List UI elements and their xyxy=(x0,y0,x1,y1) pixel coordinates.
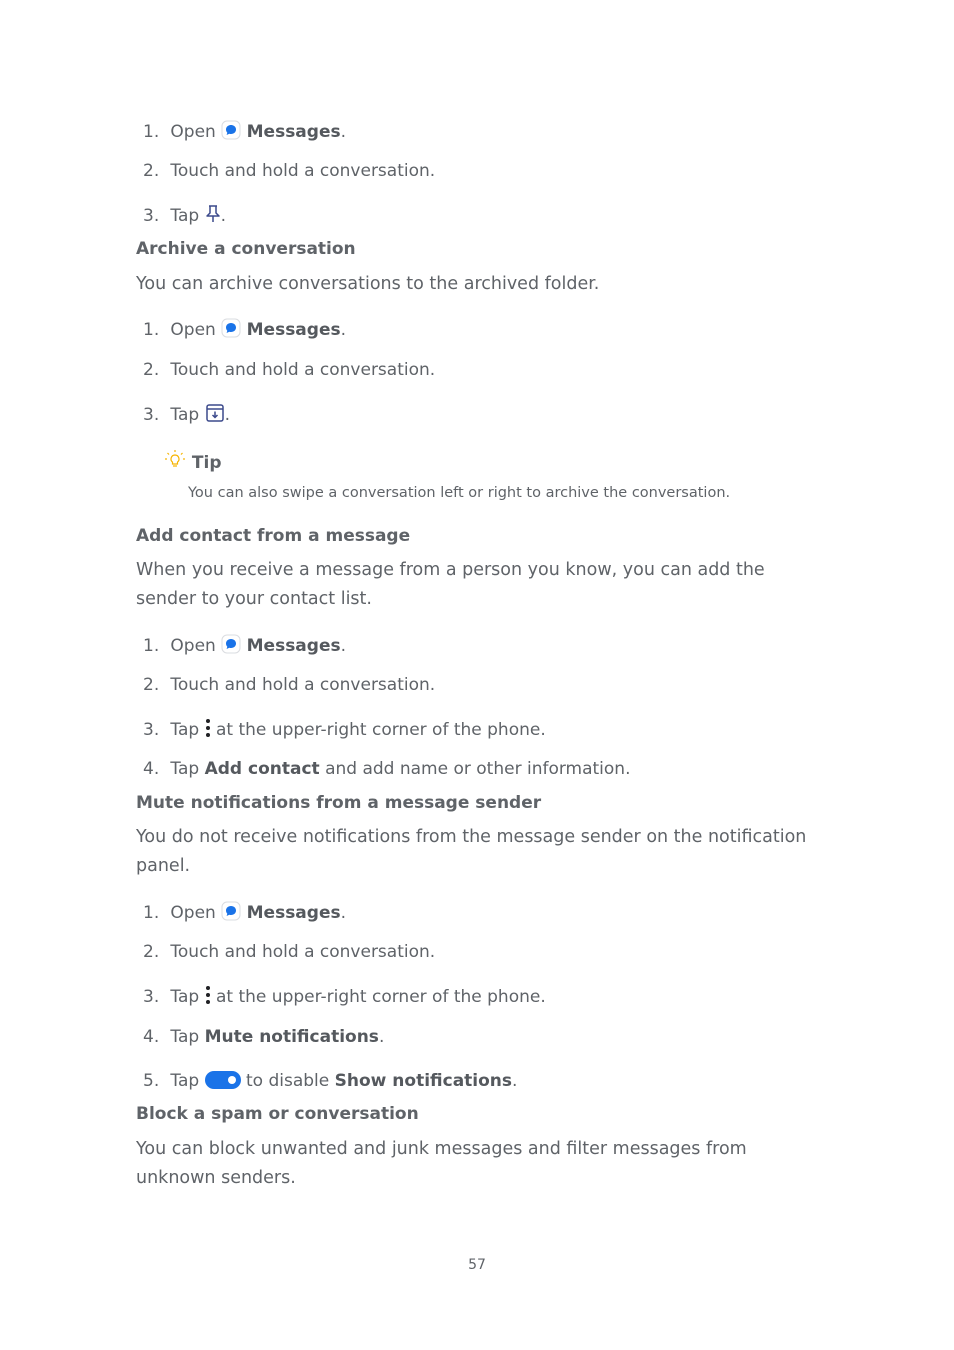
section-description-archive: You can archive conversations to the archived folder. xyxy=(136,274,600,294)
toggle-on-icon xyxy=(205,1071,241,1095)
pin-icon xyxy=(205,204,221,230)
tip-text: You can also swipe a conversation left or right to archive the conversation. xyxy=(188,485,731,501)
messages-app-icon xyxy=(221,901,241,927)
step-open-messages: 1. Open Messages. xyxy=(143,901,346,927)
section-description-mute: You do not receive notifications from the message sender on the notification panel. xyxy=(136,827,807,876)
step-tap-more: 3. Tap at the upper-right corner of the phone. xyxy=(143,985,546,1011)
section-heading-archive: Archive a conversation xyxy=(136,239,356,259)
step-tap-pin: 3. Tap . xyxy=(143,204,226,230)
step-tap-toggle: 5. Tap to disable Show notifications. xyxy=(143,1070,517,1095)
section-heading-add-contact: Add contact from a message xyxy=(136,526,411,546)
section-heading-mute: Mute notifications from a message sender xyxy=(136,793,542,813)
step-tap-archive: 3. Tap . xyxy=(143,403,230,429)
lightbulb-icon xyxy=(164,449,186,477)
messages-app-icon xyxy=(221,120,241,146)
more-vertical-icon xyxy=(205,985,211,1011)
section-heading-block: Block a spam or conversation xyxy=(136,1104,419,1124)
section-description-add-contact: When you receive a message from a person you know, you can add the sender to your contact list. xyxy=(136,560,765,609)
more-vertical-icon xyxy=(205,718,211,744)
step-touch-hold: 2. Touch and hold a conversation. xyxy=(143,942,436,962)
messages-app-icon xyxy=(221,318,241,344)
step-open-messages: 1. Open Messages. xyxy=(143,318,346,344)
section-description-block: You can block unwanted and junk messages and filter messages from unknown senders. xyxy=(136,1139,747,1188)
tip-title: Tip xyxy=(164,449,222,477)
archive-icon xyxy=(205,403,225,429)
step-tap-add-contact: 4. Tap Add contact and add name or other information. xyxy=(143,759,631,779)
messages-app-icon xyxy=(221,634,241,660)
step-touch-hold: 2. Touch and hold a conversation. xyxy=(143,675,436,695)
step-tap-mute-notifications: 4. Tap Mute notifications. xyxy=(143,1027,385,1047)
step-touch-hold: 2. Touch and hold a conversation. xyxy=(143,360,436,380)
page-number: 57 xyxy=(468,1257,486,1273)
step-tap-more: 3. Tap at the upper-right corner of the phone. xyxy=(143,718,546,744)
step-open-messages: 1. Open Messages. xyxy=(143,120,346,146)
step-open-messages: 1. Open Messages. xyxy=(143,634,346,660)
step-touch-hold: 2. Touch and hold a conversation. xyxy=(143,161,436,181)
